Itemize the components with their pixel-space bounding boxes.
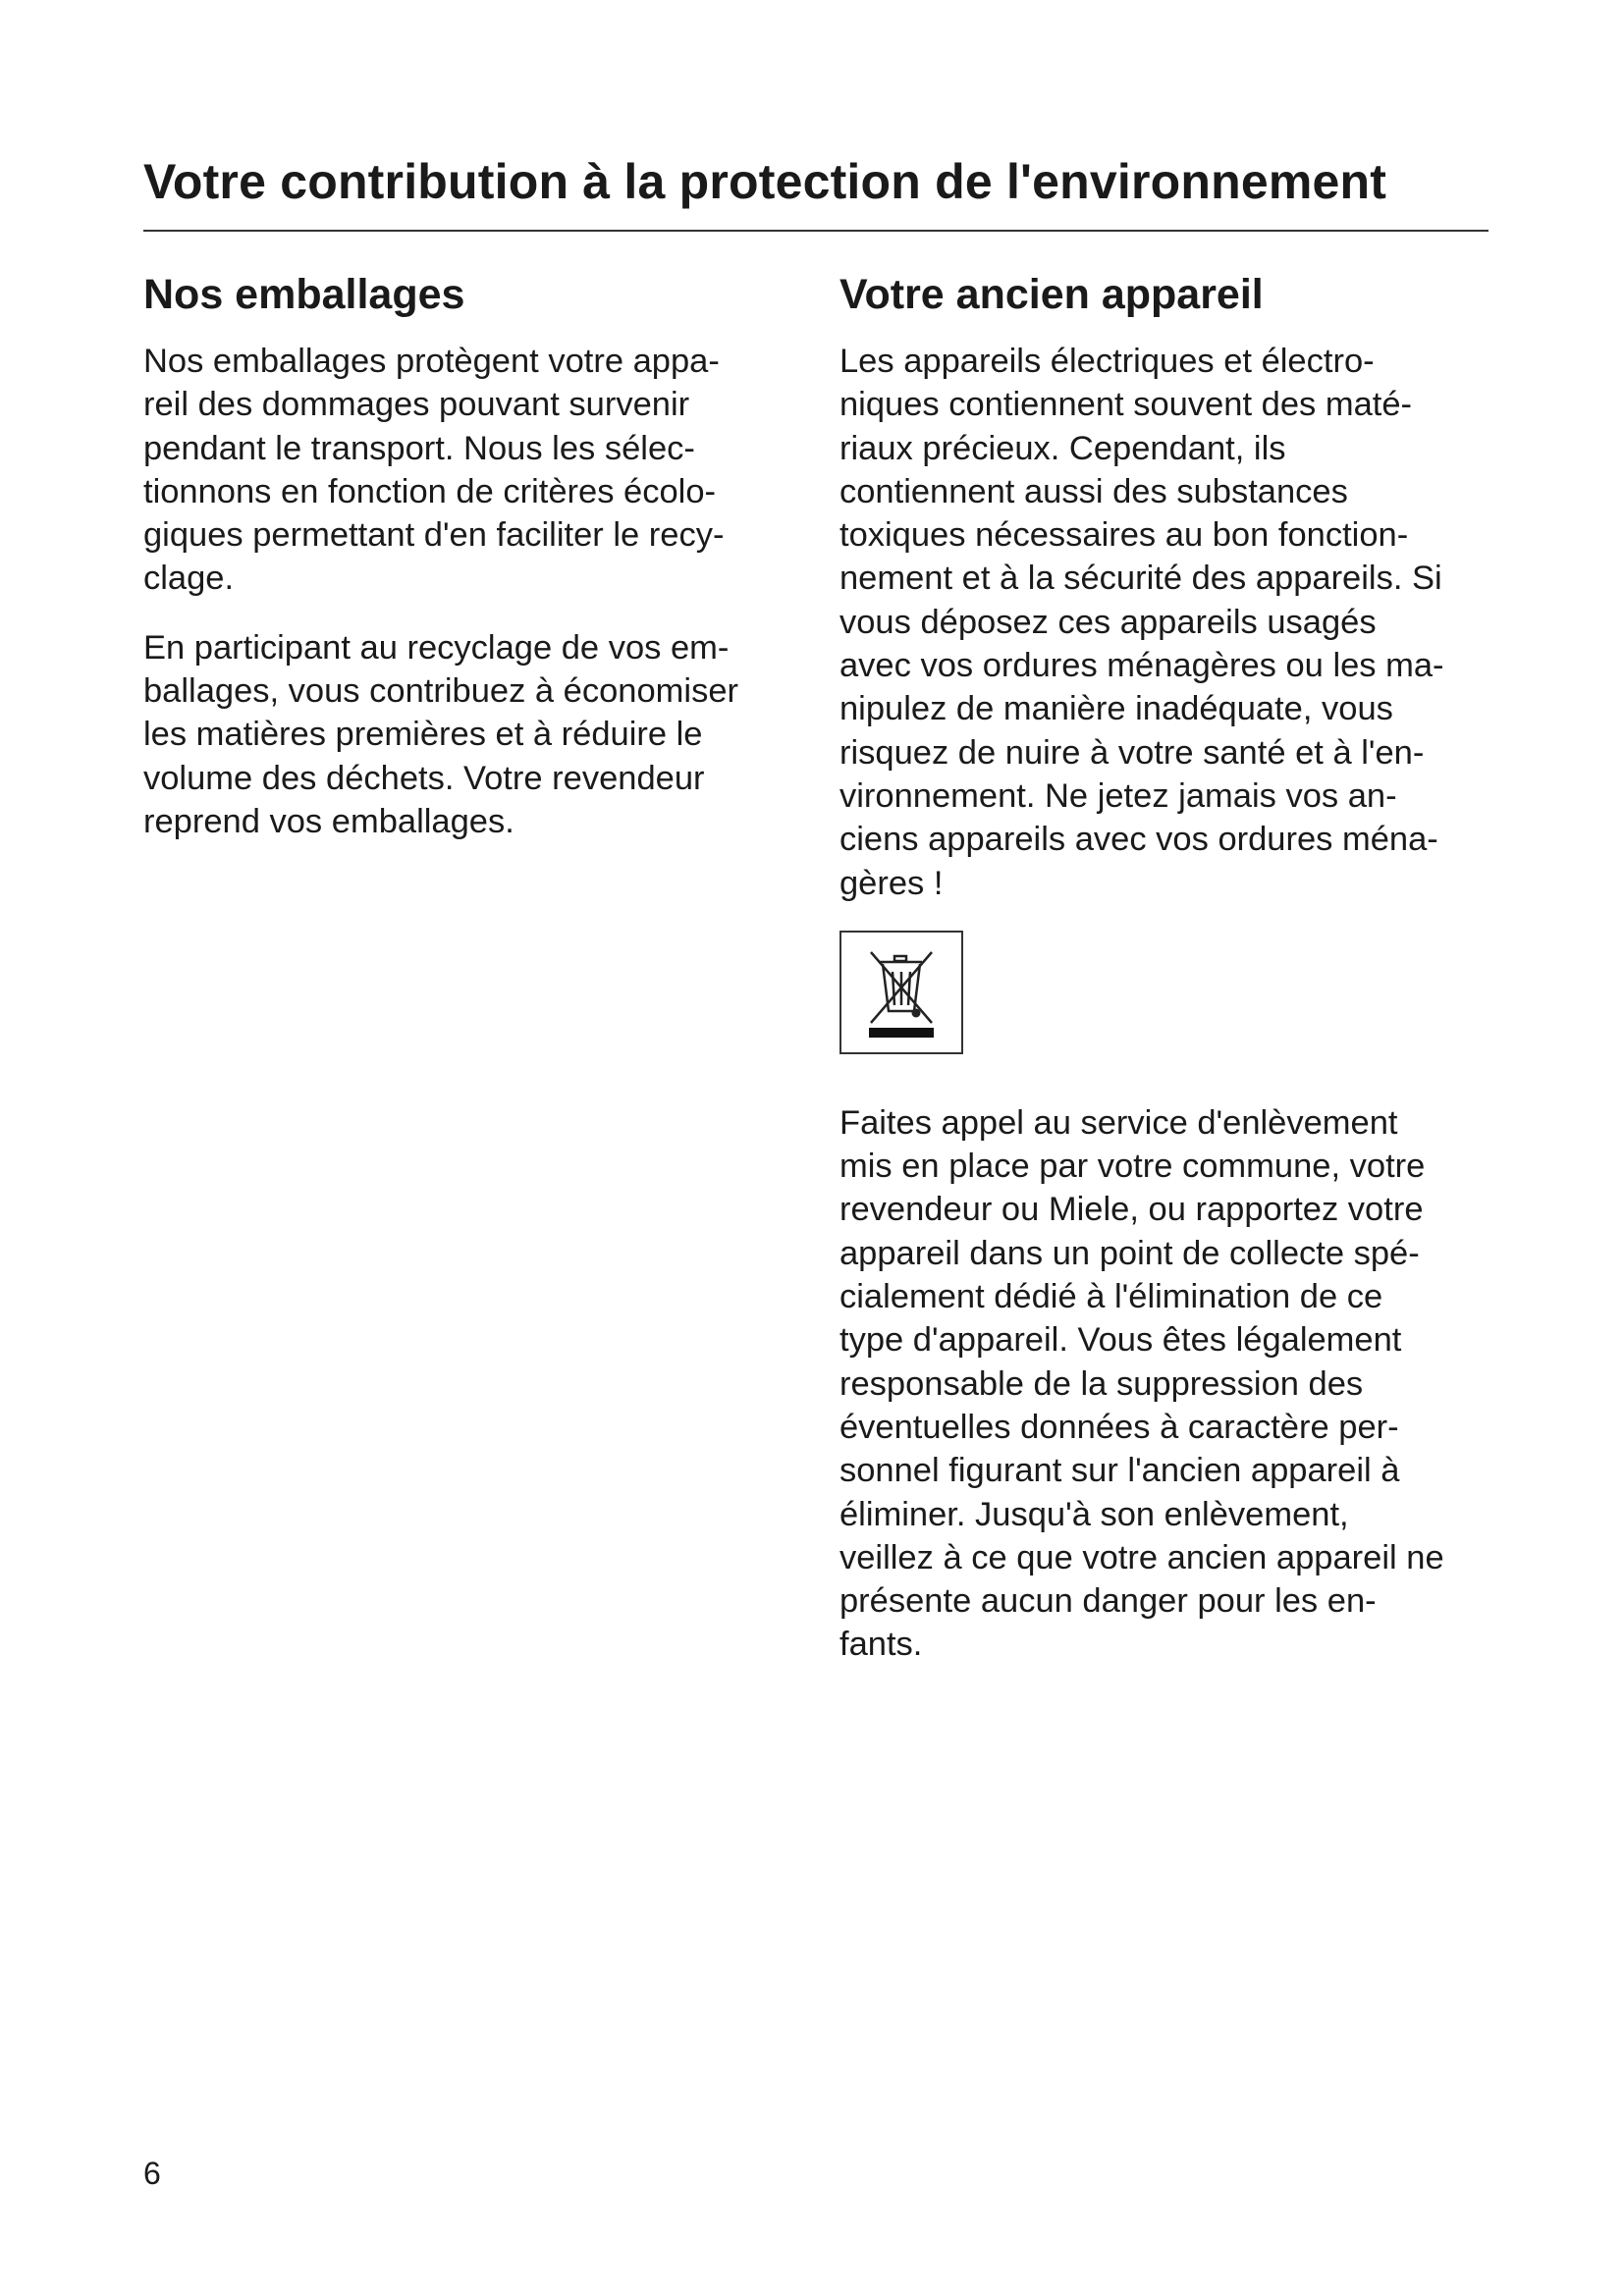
text-line: présente aucun danger pour les en-: [839, 1582, 1377, 1621]
text-line: gères !: [839, 864, 944, 902]
title-divider: [143, 230, 1489, 232]
text-line: riaux précieux. Cependant, ils: [839, 429, 1286, 467]
text-line: les matières premières et à réduire le: [143, 716, 703, 754]
packaging-heading: Nos emballages: [143, 271, 465, 318]
text-line: veillez à ce que votre ancien appareil ne: [839, 1538, 1444, 1576]
text-line: mis en place par votre commune, votre: [839, 1148, 1426, 1186]
text-line: contiennent aussi des substances: [839, 472, 1348, 510]
text-line: type d'appareil. Vous êtes légalement: [839, 1321, 1402, 1360]
page-title: Votre contribution à la protection de l'environnement: [143, 154, 1387, 209]
text-line: reprend vos emballages.: [143, 802, 514, 840]
text-line: éliminer. Jusqu'à son enlèvement,: [839, 1495, 1349, 1533]
old-appliance-heading: Votre ancien appareil: [839, 271, 1264, 318]
old-appliance-paragraph-2: [839, 1101, 1507, 1667]
text-line: nement et à la sécurité des appareils. Si: [839, 560, 1442, 598]
text-line: volume des déchets. Votre revendeur: [143, 759, 705, 797]
text-line: tionnons en fonction de critères écolo-: [143, 472, 717, 510]
text-line: risquez de nuire à votre santé et à l'en-: [839, 733, 1425, 772]
page-number: 6: [143, 2156, 161, 2191]
old-appliance-section: [839, 267, 1507, 1692]
text-line: toxiques nécessaires au bon fonction-: [839, 516, 1409, 555]
text-line: éventuelles données à caractère per-: [839, 1408, 1399, 1446]
text-line: reil des dommages pouvant survenir: [143, 386, 690, 424]
packaging-section: [143, 267, 811, 869]
text-line: clage.: [143, 560, 235, 598]
packaging-paragraph-1: [143, 340, 811, 601]
text-line: responsable de la suppression des: [839, 1364, 1364, 1403]
text-line: vironnement. Ne jetez jamais vos an-: [839, 776, 1397, 815]
text-line: cialement dédié à l'élimination de ce: [839, 1278, 1383, 1316]
old-appliance-paragraph-1: [839, 340, 1507, 905]
text-line: sonnel figurant sur l'ancien appareil à: [839, 1452, 1400, 1490]
text-line: fants.: [839, 1626, 923, 1664]
text-line: appareil dans un point de collecte spé-: [839, 1234, 1420, 1272]
text-line: ballages, vous contribuez à économiser: [143, 672, 739, 711]
text-line: Faites appel au service d'enlèvement: [839, 1103, 1398, 1142]
packaging-paragraph-2: [143, 626, 811, 843]
text-line: vous déposez ces appareils usagés: [839, 603, 1377, 641]
text-line: ciens appareils avec vos ordures ména-: [839, 821, 1438, 859]
text-line: En participant au recyclage de vos em-: [143, 628, 730, 667]
text-line: Les appareils électriques et électro-: [839, 343, 1375, 380]
text-line: Nos emballages protègent votre appa-: [143, 343, 720, 380]
crossed-out-wheelie-bin-icon: [839, 931, 963, 1054]
text-line: niques contiennent souvent des maté-: [839, 386, 1413, 424]
text-line: revendeur ou Miele, ou rapportez votre: [839, 1191, 1424, 1229]
text-line: nipulez de manière inadéquate, vous: [839, 690, 1393, 728]
text-line: pendant le transport. Nous les sélec-: [143, 429, 695, 467]
text-line: avec vos ordures ménagères ou les ma-: [839, 647, 1444, 685]
text-line: giques permettant d'en faciliter le recy-: [143, 516, 725, 555]
